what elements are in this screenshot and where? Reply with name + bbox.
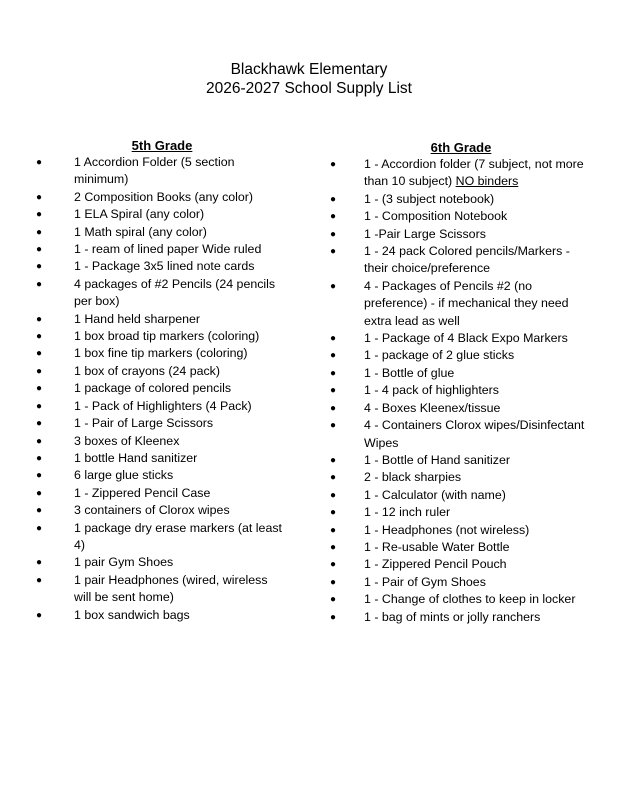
- list-item: ● 4 - Containers Clorox wipes/Disinfectant Wipes: [330, 417, 592, 452]
- list-item: ● 1 box of crayons (24 pack): [36, 363, 288, 380]
- list-item: ● 1 package dry erase markers (at least 4): [36, 520, 288, 555]
- list-item: ● 2 Composition Books (any color): [36, 189, 288, 206]
- grade5-heading: 5th Grade: [131, 138, 193, 153]
- list-item: ● 1 - 4 pack of highlighters: [330, 382, 592, 399]
- list-item: ● 1 - Headphones (not wireless): [330, 522, 592, 539]
- grade5-column: [36, 138, 288, 624]
- list-item: ● 1 bottle Hand sanitizer: [36, 450, 288, 467]
- list-item: ● 1 - Bottle of Hand sanitizer: [330, 452, 592, 469]
- list-item: [330, 156, 592, 191]
- list-item: ● 1 - package of 2 glue sticks: [330, 347, 592, 364]
- school-name: Blackhawk Elementary: [230, 61, 388, 78]
- grade6-heading: 6th Grade: [430, 140, 492, 155]
- grade5-list: [36, 154, 288, 624]
- list-item: ● 1 - Pack of Highlighters (4 Pack): [36, 398, 288, 415]
- list-item: ● 1 - Calculator (with name): [330, 487, 592, 504]
- list-item: ● 1 - 24 pack Colored pencils/Markers - their choice/preference: [330, 243, 592, 278]
- list-item: ● 4 packages of #2 Pencils (24 pencils per box): [36, 276, 288, 311]
- list-item: ● 1 - Bottle of glue: [330, 365, 592, 382]
- list-item: ● 1 - (3 subject notebook): [330, 191, 592, 208]
- list-item: ● 1 ELA Spiral (any color): [36, 206, 288, 223]
- list-item: ● 1 pair Headphones (wired, wireless will be sent home): [36, 572, 288, 607]
- list-item: ● 3 boxes of Kleenex: [36, 433, 288, 450]
- list-title: 2026-2027 School Supply List: [206, 80, 412, 97]
- list-item: ● 1 package of colored pencils: [36, 380, 288, 397]
- list-item: ● 1 - ream of lined paper Wide ruled: [36, 241, 288, 258]
- list-item: ● 1 - Package of 4 Black Expo Markers: [330, 330, 592, 347]
- list-item: ● 1 - Package 3x5 lined note cards: [36, 258, 288, 275]
- list-item: ● 1 box fine tip markers (coloring): [36, 345, 288, 362]
- list-item: ● 1 Accordion Folder (5 section minimum): [36, 154, 288, 189]
- list-item: ● 4 - Packages of Pencils #2 (no preference) - if mechanical they need extra lead as well: [330, 278, 592, 330]
- list-item: ● 1 - Pair of Large Scissors: [36, 415, 288, 432]
- list-item: ● 1 - 12 inch ruler: [330, 504, 592, 521]
- list-item: ● 1 -Pair Large Scissors: [330, 226, 592, 243]
- list-item: ● 1 - Zippered Pencil Pouch: [330, 556, 592, 573]
- list-item: ● 1 - Composition Notebook: [330, 208, 592, 225]
- list-item: ● 1 - Zippered Pencil Case: [36, 485, 288, 502]
- no-binders-note: NO binders: [455, 174, 519, 189]
- list-item: ● 3 containers of Clorox wipes: [36, 502, 288, 519]
- list-item: ● 1 box sandwich bags: [36, 607, 288, 624]
- list-item: ● 4 - Boxes Kleenex/tissue: [330, 400, 592, 417]
- list-item: ● 1 Math spiral (any color): [36, 224, 288, 241]
- list-item: ● 1 - Change of clothes to keep in locker: [330, 591, 592, 608]
- list-item: ● 1 - bag of mints or jolly ranchers: [330, 609, 592, 626]
- document-title: [0, 60, 618, 98]
- list-item: ● 1 Hand held sharpener: [36, 311, 288, 328]
- list-item-text: 1 - Accordion folder (7 subject, not more than 10 subject): [364, 157, 584, 189]
- grade6-list: [330, 156, 592, 626]
- list-item: ● 2 - black sharpies: [330, 469, 592, 486]
- list-item: ● 1 - Re-usable Water Bottle: [330, 539, 592, 556]
- list-item: ● 1 box broad tip markers (coloring): [36, 328, 288, 345]
- list-item: ● 1 pair Gym Shoes: [36, 554, 288, 571]
- grade6-column: [330, 140, 592, 626]
- list-item: ● 6 large glue sticks: [36, 467, 288, 484]
- list-item: ● 1 - Pair of Gym Shoes: [330, 574, 592, 591]
